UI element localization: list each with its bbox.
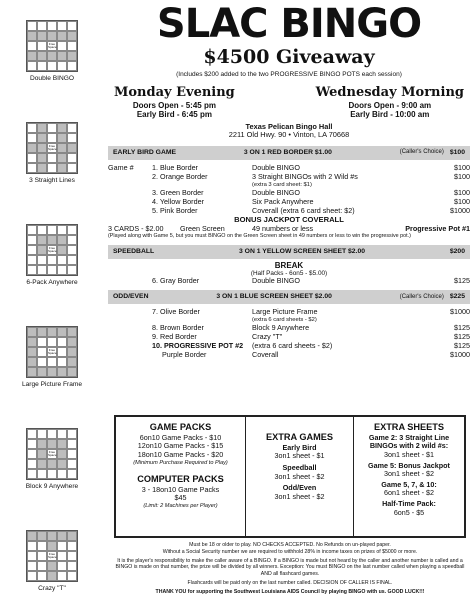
- early-bird-time: Early Bird - 6:45 pm: [136, 110, 212, 120]
- pattern-6-pack: [0, 224, 104, 287]
- pack-line: $45: [174, 493, 187, 503]
- pattern-large-picture-frame: [0, 326, 104, 389]
- hall-info: [108, 123, 470, 140]
- game-row: 8. Brown Border Block 9 Anywhere $125: [152, 323, 470, 333]
- speedball-bar: [108, 245, 470, 259]
- jackpot-title: BONUS JACKPOT COVERALL: [234, 214, 344, 224]
- games-block-b: [108, 308, 470, 360]
- extra-sheets-column: EXTRA SHEETS Game 2: 3 Straight Line BINGOs with 2 wild #s: 3on1 sheet - $1 Game 5: Bonus Jackpot 3on1 sheet - $2 Game 5, 7, & 10: 6on1 sheet - $2 Half-Time Pack: 6on5 - $5: [354, 417, 464, 536]
- session-monday: [114, 86, 235, 119]
- pack-line: 18on10 Game Packs - $20: [137, 449, 224, 459]
- pack-line: 6on10 Game Packs - $10: [139, 432, 222, 442]
- break-heading: BREAK: [274, 260, 304, 270]
- computer-packs-title: COMPUTER PACKS: [137, 474, 224, 485]
- doors-open: Doors Open - 5:45 pm: [132, 101, 216, 111]
- game-row: 9. Red Border Crazy "T" $125: [152, 332, 470, 342]
- jackpot-row: 3 CARDS - $2.00 Green Screen 49 numbers or less Progressive Pot #1: [108, 223, 470, 233]
- bar-center: 3 ON 1 YELLOW SCREEN SHEET $2.00: [239, 247, 366, 255]
- bar-label: ODD/EVEN: [113, 293, 149, 301]
- bar-label: EARLY BIRD GAME: [113, 148, 177, 156]
- pattern-label: Large Picture Frame: [21, 381, 83, 388]
- bar-label: SPEEDBALL: [113, 247, 155, 255]
- sessions: [108, 86, 470, 119]
- footer-line: Flashcards will be paid only on the last number called. DECISION OF CALLER IS FINAL.: [187, 579, 393, 586]
- pack-line: 12on10 Game Packs - $15: [137, 441, 224, 451]
- page-title: SLAC BINGO: [156, 1, 422, 47]
- games-block-a: [108, 164, 470, 240]
- footer: [110, 542, 470, 597]
- bar-prize: $200: [449, 247, 465, 255]
- doors-open: Doors Open - 9:00 am: [348, 101, 432, 111]
- game-row: 3. Green Border Double BINGO $100: [152, 188, 470, 198]
- footer-line: Must be 18 or older to play. NO CHECKS ACCEPTED. No Refunds on un-played paper. Without a Social Security number we are required to withhold 28% in income taxes on prizes of $5000 or more.: [162, 542, 418, 555]
- game-sub-note: (extra 6 card sheets - $2): [252, 317, 317, 324]
- bingo-card: Free Space: [26, 122, 78, 174]
- game-row: 2. Orange Border 3 Straight BINGOs with 2 Wild #s $100: [152, 172, 470, 182]
- early-bird-time: Early Bird - 10:00 am: [350, 110, 430, 120]
- game-row: 5. Pink Border Coverall (extra 6 card sheet: $2) $1000: [152, 206, 470, 216]
- odd-even-bar: [108, 290, 470, 304]
- game-row: 4. Yellow Border Six Pack Anywhere $100: [152, 197, 470, 207]
- packs-column: [116, 417, 246, 536]
- bar-prize: $225: [449, 293, 465, 301]
- pattern-label: 3 Straight Lines: [29, 177, 75, 184]
- hall-address: 2211 Old Hwy. 90 • Vinton, LA 70668: [228, 130, 350, 140]
- game-row: 6. Gray Border Double BINGO $125: [152, 276, 470, 286]
- extra-games-title: EXTRA GAMES: [265, 432, 334, 442]
- bingo-card: Free Space: [26, 428, 78, 480]
- jackpot-note: (Played along with Game 5, but you must BINGO on the Green Screen sheet in 49 numbers or less to win the progressive pot.): [108, 233, 411, 240]
- pack-note: (Minimum Purchase Required to Play): [133, 459, 228, 466]
- main-flyer: [108, 0, 470, 360]
- pattern-label: Double BINGO: [30, 75, 74, 82]
- bar-center: 3 ON 1 BLUE SCREEN SHEET $2.00: [216, 293, 332, 301]
- game-row: 10. PROGRESSIVE POT #2 (extra 6 card sheets - $2) $125: [152, 341, 470, 351]
- giveaway-heading: $4500 Giveaway: [203, 46, 375, 68]
- session-name: Monday Evening: [114, 85, 235, 101]
- pack-line: 3 - 18on10 Game Packs: [141, 484, 220, 494]
- hall-name: Texas Pelican Bingo Hall: [245, 121, 333, 131]
- pattern-crazy-t: [0, 530, 104, 593]
- pattern-double-bingo: [0, 20, 104, 83]
- bingo-card: Free Space: [26, 326, 78, 378]
- early-bird-bar: [108, 146, 470, 160]
- pattern-3-straight-lines: [0, 122, 104, 185]
- game-row: Game # 1. Blue Border Double BINGO $100: [108, 163, 470, 173]
- pack-note: (Limit: 2 Machines per Player): [143, 503, 218, 510]
- half-packs: (Half Packs - 6on5 - $5.00): [250, 269, 328, 277]
- pattern-label: Block 9 Anywhere: [25, 483, 79, 490]
- extra-games-column: EXTRA GAMES Early Bird 3on1 sheet - $1 Speedball 3on1 sheet - $2 Odd/Even 3on1 sheet - $2: [246, 417, 354, 536]
- bar-note: (Caller's Choice): [399, 293, 444, 300]
- footer-line: It is the player's responsibility to make the caller aware of a BINGO. If a BINGO is made but not heard by the caller and another number is called and a BINGO is made on that number, the prize will be divided by all winners. Exception: You must BINGO on the last number called when playing a speedball AND all flashcard games.: [115, 557, 465, 577]
- pattern-block-9: [0, 428, 104, 491]
- session-name: Wednesday Morning: [315, 85, 464, 101]
- extra-sheets-title: EXTRA SHEETS: [373, 422, 445, 432]
- pattern-column: [0, 0, 104, 611]
- session-wednesday: [316, 86, 464, 119]
- bingo-card: Free Space: [26, 530, 78, 582]
- bar-note: (Caller's Choice): [399, 149, 444, 156]
- footer-line: THANK YOU for supporting the Southwest Louisiana AIDS Council by playing BINGO with us. GOOD LUCK!!!: [155, 588, 425, 595]
- pricing-box: [114, 415, 466, 538]
- pattern-label: Crazy "T": [38, 585, 66, 592]
- bar-center: 3 ON 1 RED BORDER $1.00: [243, 148, 332, 156]
- game-sub-note: (extra 3 card sheet: $1): [252, 181, 312, 188]
- bar-prize: $100: [449, 148, 465, 156]
- includes-note: (Includes $200 added to the two PROGRESSIVE BINGO POTS each session): [176, 70, 402, 78]
- bingo-card: Free Space: [26, 224, 78, 276]
- game-packs-title: GAME PACKS: [149, 422, 212, 432]
- bingo-card: Free Space: [26, 20, 78, 72]
- game-row: Purple Border Coverall $1000: [162, 350, 470, 360]
- game-row: 7. Olive Border Large Picture Frame $1000: [152, 307, 470, 317]
- pattern-label: 6-Pack Anywhere: [26, 279, 78, 286]
